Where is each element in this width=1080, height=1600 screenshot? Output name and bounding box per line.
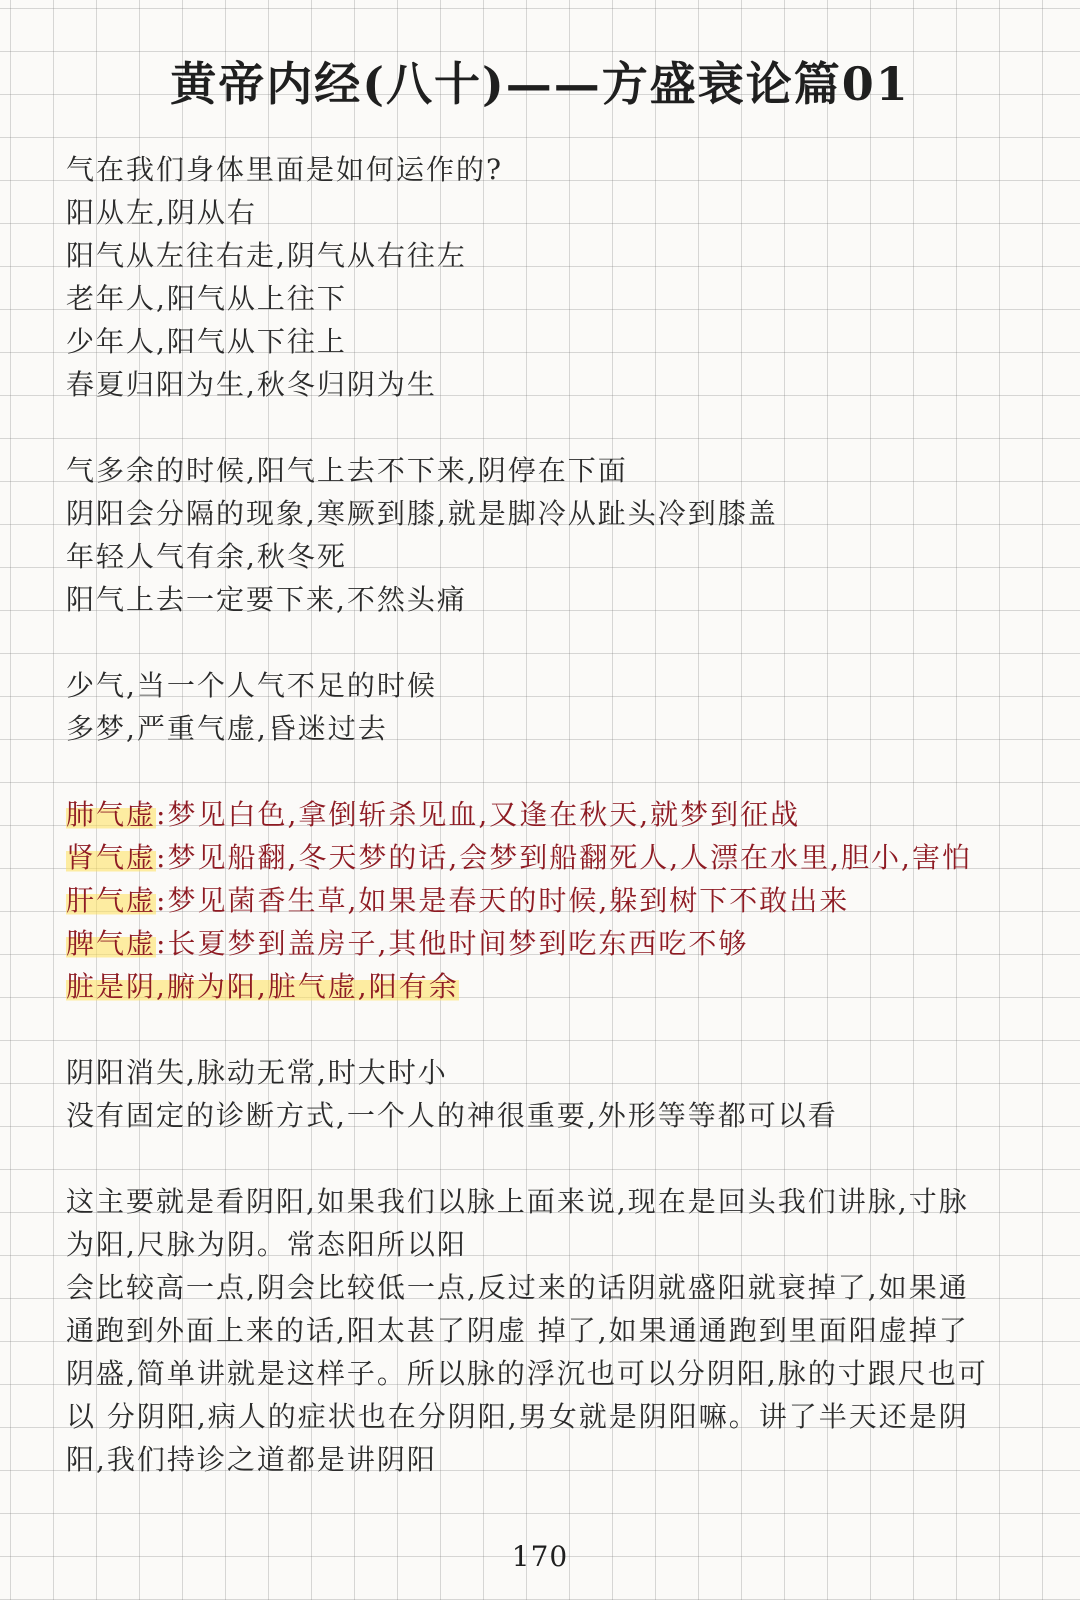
note-text: :长夏梦到盖房子,其他时间梦到吃东西吃不够 [156, 927, 749, 960]
highlighted-note [66, 881, 849, 921]
text-line: 阴阳消失,脉动无常,时大时小 [66, 1056, 448, 1089]
text-line: 气在我们身体里面是如何运作的? [66, 153, 504, 186]
note-text: :梦见菌香生草,如果是春天的时候,躲到树下不敢出来 [156, 884, 850, 917]
text-line: 多梦,严重气虚,昏迷过去 [66, 712, 388, 745]
highlighted-term: 肝气虚 [66, 884, 157, 917]
text-line: 没有固定的诊断方式,一个人的神很重要,外形等等都可以看 [66, 1099, 838, 1132]
highlighted-note [66, 838, 972, 878]
text-line: 阴盛,简单讲就是这样子。所以脉的浮沉也可以分阴阳,脉的寸跟尺也可 [66, 1357, 988, 1390]
highlighted-note [66, 924, 748, 964]
highlighted-note [66, 967, 459, 1007]
text-line: 这主要就是看阴阳,如果我们以脉上面来说,现在是回头我们讲脉,寸脉 [66, 1185, 969, 1218]
text-line: 年轻人气有余,秋冬死 [66, 540, 347, 573]
page-number: 170 [511, 1540, 569, 1573]
text-line: 少年人,阳气从下往上 [66, 325, 347, 358]
highlighted-summary: 脏是阴,腑为阳,脏气虚,阳有余 [66, 970, 459, 1003]
text-line: 少气,当一个人气不足的时候 [66, 669, 437, 702]
highlighted-term: 脾气虚 [66, 927, 157, 960]
text-line: 阳,我们持诊之道都是讲阴阳 [66, 1443, 437, 1476]
text-line: 老年人,阳气从上往下 [66, 282, 347, 315]
text-line: 阳从左,阴从右 [66, 196, 257, 229]
text-line: 阳气从左往右走,阴气从右往左 [66, 239, 467, 272]
text-line: 通跑到外面上来的话,阳太甚了阴虚 掉了,如果通通跑到里面阳虚掉了 [66, 1314, 969, 1347]
text-line: 阳气上去一定要下来,不然头痛 [66, 583, 467, 616]
highlighted-term: 肾气虚 [66, 841, 157, 874]
text-line: 气多余的时候,阳气上去不下来,阴停在下面 [66, 454, 628, 487]
text-line: 阴阳会分隔的现象,寒厥到膝,就是脚冷从趾头冷到膝盖 [66, 497, 778, 530]
text-line: 春夏归阳为生,秋冬归阴为生 [66, 368, 437, 401]
highlighted-term: 肺气虚 [66, 798, 157, 831]
highlighted-note [66, 795, 800, 835]
note-text: :梦见白色,拿倒斩杀见血,又逢在秋天,就梦到征战 [156, 798, 801, 831]
text-line: 以 分阴阳,病人的症状也在分阴阳,男女就是阴阳嘛。讲了半天还是阴 [66, 1400, 969, 1433]
text-line: 会比较高一点,阴会比较低一点,反过来的话阴就盛阳就衰掉了,如果通 [66, 1271, 969, 1304]
text-line: 为阳,尺脉为阴。常态阳所以阳 [66, 1228, 467, 1261]
note-text: :梦见船翻,冬天梦的话,会梦到船翻死人,人漂在水里,胆小,害怕 [156, 841, 972, 874]
page-title: 黄帝内经(八十)——方盛衰论篇01 [170, 57, 910, 111]
